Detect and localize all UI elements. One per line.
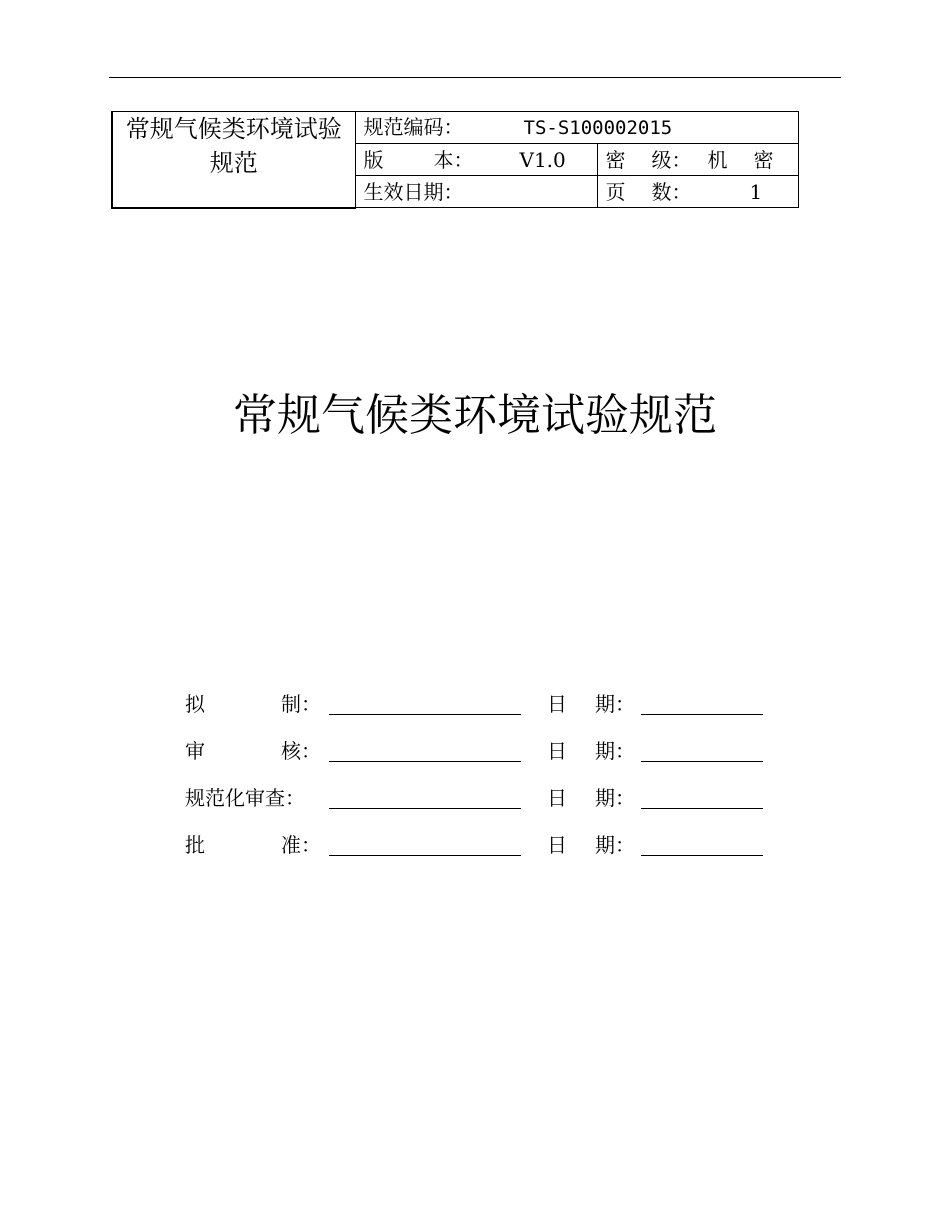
security-value-first: 机	[707, 147, 728, 172]
date-label-second: 期：	[595, 786, 635, 810]
date-label-first: 日	[547, 692, 567, 716]
document-info-table	[111, 111, 799, 209]
page-label-second: 数：	[651, 179, 692, 204]
table-doc-title: 常规气候类环境试验规范	[125, 115, 342, 177]
signoff-row-standardization	[185, 782, 785, 829]
spec-code-value: TS-S100002015	[523, 117, 673, 139]
signoff-label	[185, 782, 321, 814]
security-label-first: 密	[605, 147, 626, 172]
version-cell	[355, 144, 597, 176]
signoff-block	[185, 688, 785, 876]
date-blank[interactable]	[641, 855, 763, 856]
signoff-label	[185, 688, 321, 720]
table-title-cell	[112, 112, 355, 208]
effective-date-cell	[355, 176, 597, 208]
signoff-label-second: 准：	[281, 833, 321, 857]
signoff-label-second: 制：	[281, 692, 321, 716]
header-rule	[109, 77, 841, 78]
page-count-value: 1	[749, 179, 763, 204]
date-blank[interactable]	[641, 761, 763, 762]
signature-blank[interactable]	[329, 808, 521, 809]
spec-code-cell	[355, 112, 798, 144]
page-count-cell	[597, 176, 798, 208]
signoff-row-review	[185, 735, 785, 782]
signoff-label-first: 批	[185, 833, 205, 857]
version-label-second: 本：	[433, 147, 474, 172]
signoff-label	[185, 735, 321, 767]
date-label-first: 日	[547, 739, 567, 763]
date-label-first: 日	[547, 833, 567, 857]
date-label-second: 期：	[595, 692, 635, 716]
date-label-second: 期：	[595, 739, 635, 763]
spec-code-label: 规范编码：	[363, 115, 464, 139]
effective-date-label: 生效日期：	[363, 179, 464, 204]
date-label	[547, 782, 635, 814]
signoff-row-draft	[185, 688, 785, 735]
signoff-label-second: 核：	[281, 739, 321, 763]
signature-blank[interactable]	[329, 761, 521, 762]
version-value: V1.0	[519, 147, 566, 172]
signoff-label-first: 审	[185, 739, 205, 763]
signoff-label	[185, 829, 321, 861]
security-value-second: 密	[753, 147, 774, 172]
date-label	[547, 688, 635, 720]
date-label	[547, 829, 635, 861]
date-label	[547, 735, 635, 767]
date-blank[interactable]	[641, 808, 763, 809]
version-label-first: 版	[363, 147, 384, 172]
date-label-second: 期：	[595, 833, 635, 857]
signature-blank[interactable]	[329, 714, 521, 715]
security-cell	[597, 144, 798, 176]
page-label-first: 页	[605, 179, 626, 204]
document-title: 常规气候类环境试验规范	[233, 390, 717, 441]
signoff-label-full: 规范化审查：	[185, 786, 305, 810]
date-label-first: 日	[547, 786, 567, 810]
signoff-label-first: 拟	[185, 692, 205, 716]
signoff-row-approve	[185, 829, 785, 876]
security-label-second: 级：	[651, 147, 692, 172]
date-blank[interactable]	[641, 714, 763, 715]
signature-blank[interactable]	[329, 855, 521, 856]
